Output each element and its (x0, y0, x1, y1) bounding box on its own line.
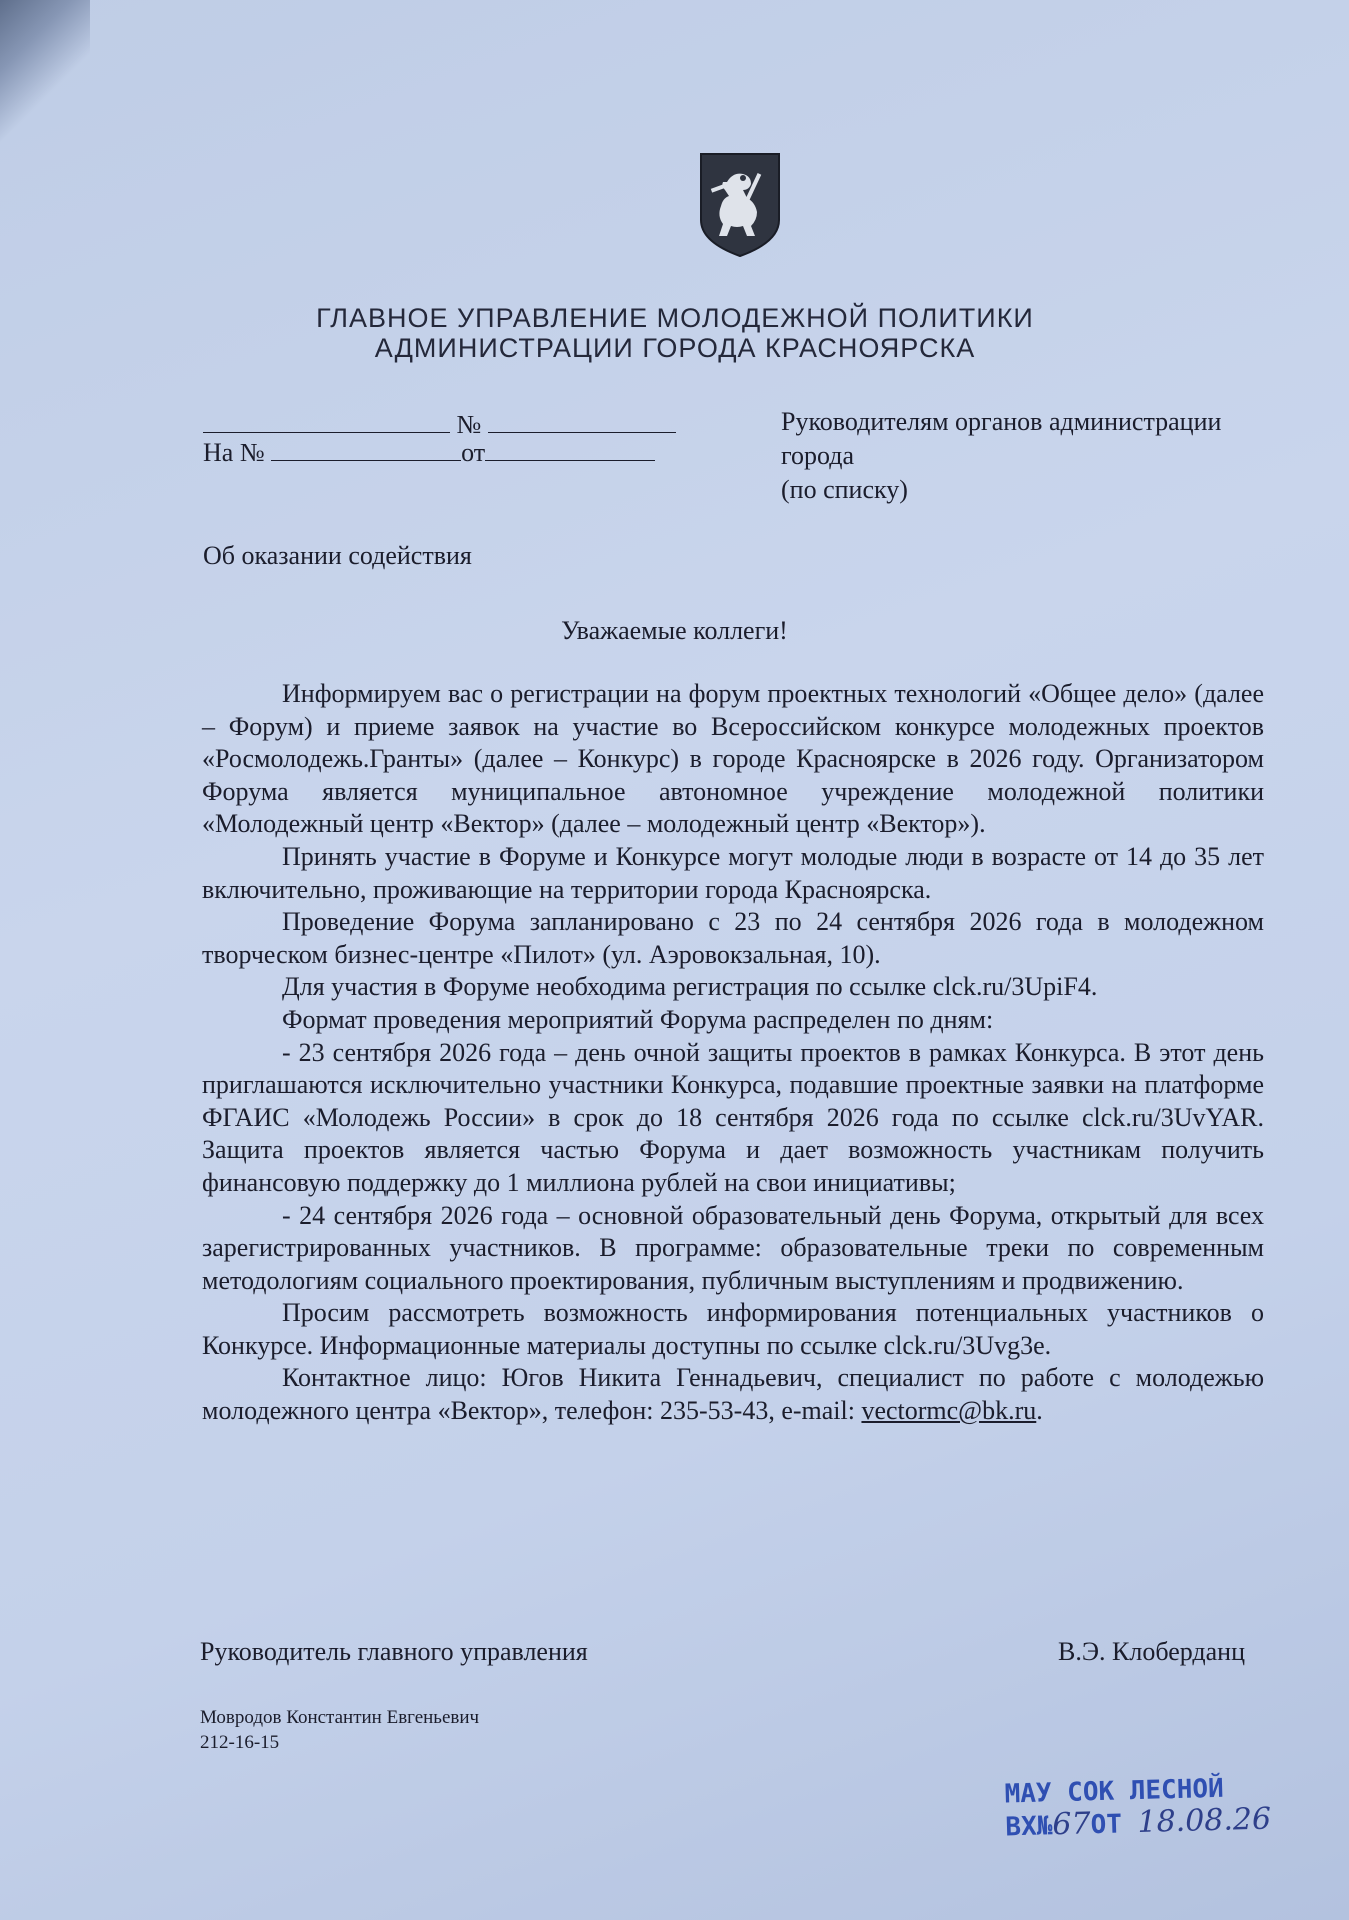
contact-email-link[interactable]: vectormc@bk.ru (861, 1396, 1037, 1426)
organization-name-line2: АДМИНИСТРАЦИИ ГОРОДА КРАСНОЯРСКА (374, 333, 976, 363)
letter-subject: Об оказании содействия (203, 541, 472, 570)
number-blank (488, 410, 676, 433)
stamp-line1: МАУ СОК ЛЕСНОЙ (1004, 1773, 1225, 1810)
page-edge-shadow (0, 0, 90, 150)
krasnoyarsk-coat-of-arms-icon (697, 150, 783, 260)
stamp-handwritten-number: 67 (1051, 1806, 1092, 1843)
incoming-stamp (1004, 1772, 1271, 1844)
contact-end: . (1036, 1396, 1043, 1426)
body-paragraph: Для участия в Форуме необходима регистрация по ссылке clck.ru/3UpiF4. (282, 972, 1098, 1002)
contact-text: Контактное лицо: Югов Никита Геннадьевич, специалист по работе с молодежью молодежного центра «Вектор», телефон: 235-53-43, e-mail: (202, 1363, 1264, 1426)
signatory-name: В.Э. Клоберданц (1058, 1637, 1246, 1666)
addressee-line1: Руководителям органов администрации (781, 407, 1222, 436)
reply-reference-line (203, 438, 655, 468)
stamp-handwritten-date: 18.08.26 (1137, 1801, 1272, 1841)
body-paragraph: Формат проведения мероприятий Форума распределен по дням: (282, 1004, 994, 1034)
salutation: Уважаемые коллеги! (561, 616, 788, 645)
date-blank (203, 410, 450, 433)
reply-label: На № (203, 438, 265, 467)
addressee-line2: города (781, 441, 855, 470)
outgoing-number-line (203, 410, 676, 440)
executor-name: Мовродов Константин Евгеньевич (200, 1707, 480, 1728)
contact-paragraph (202, 1362, 1264, 1427)
body-paragraph: - 24 сентября 2026 года – основной образовательный день Форума, открытый для всех зарегистрированных участников. В программе: образовательные треки по современным методологиям социального проектирования, публичным выступлениям и продвижению. (202, 1200, 1264, 1295)
stamp-mid: ОТ (1090, 1809, 1123, 1841)
body-paragraph: Информируем вас о регистрации на форум проектных технологий «Общее дело» (далее – Форум) и приеме заявок на участие во Всероссийском конкурсе молодежных проектов «Росмолодежь.Гранты» (далее – Конкурс) в городе Красноярске в 2026 году. Организатором Форума является муниципальное автономное учреждение молодежной политики «Молодежный центр «Вектор» (далее – молодежный центр «Вектор»). (202, 679, 1264, 839)
reply-number-blank (271, 438, 461, 461)
from-label: от (461, 438, 486, 467)
executor-phone: 212-16-15 (200, 1732, 280, 1753)
letter-body (202, 678, 1264, 1428)
body-paragraph: - 23 сентября 2026 года – день очной защиты проектов в рамках Конкурса. В этот день приглашаются исключительно участники Конкурса, подавшие проектные заявки на платформе ФГАИС «Молодежь России» в срок до 18 сентября 2026 года по ссылке clck.ru/3UvYAR. Защита проектов является частью Форума и дает возможность участникам получить финансовую поддержку до 1 миллиона рублей на свои инициативы; (202, 1037, 1264, 1197)
addressee-line3: (по списку) (781, 475, 908, 504)
signatory-position: Руководитель главного управления (200, 1637, 588, 1666)
addressee-block (781, 405, 1301, 507)
body-paragraph: Проведение Форума запланировано с 23 по 24 сентября 2026 года в молодежном творческом бизнес-центре «Пилот» (ул. Аэровокзальная, 10). (202, 907, 1264, 969)
stamp-prefix: ВХ№ (1005, 1811, 1053, 1843)
body-paragraph: Принять участие в Форуме и Конкурсе могут молодые люди в возрасте от 14 до 35 лет включительно, проживающие на территории города Красноярска. (202, 841, 1264, 904)
executor-block (200, 1705, 479, 1755)
reply-date-blank (485, 438, 655, 461)
organization-name-line1: ГЛАВНОЕ УПРАВЛЕНИЕ МОЛОДЕЖНОЙ ПОЛИТИКИ (316, 303, 1034, 333)
number-sign: № (456, 410, 482, 439)
stamp-line2 (1005, 1801, 1272, 1844)
body-paragraph: Просим рассмотреть возможность информирования потенциальных участников о Конкурсе. Информационные материалы доступны по ссылке clck.ru/3Uvg3e. (202, 1298, 1264, 1360)
